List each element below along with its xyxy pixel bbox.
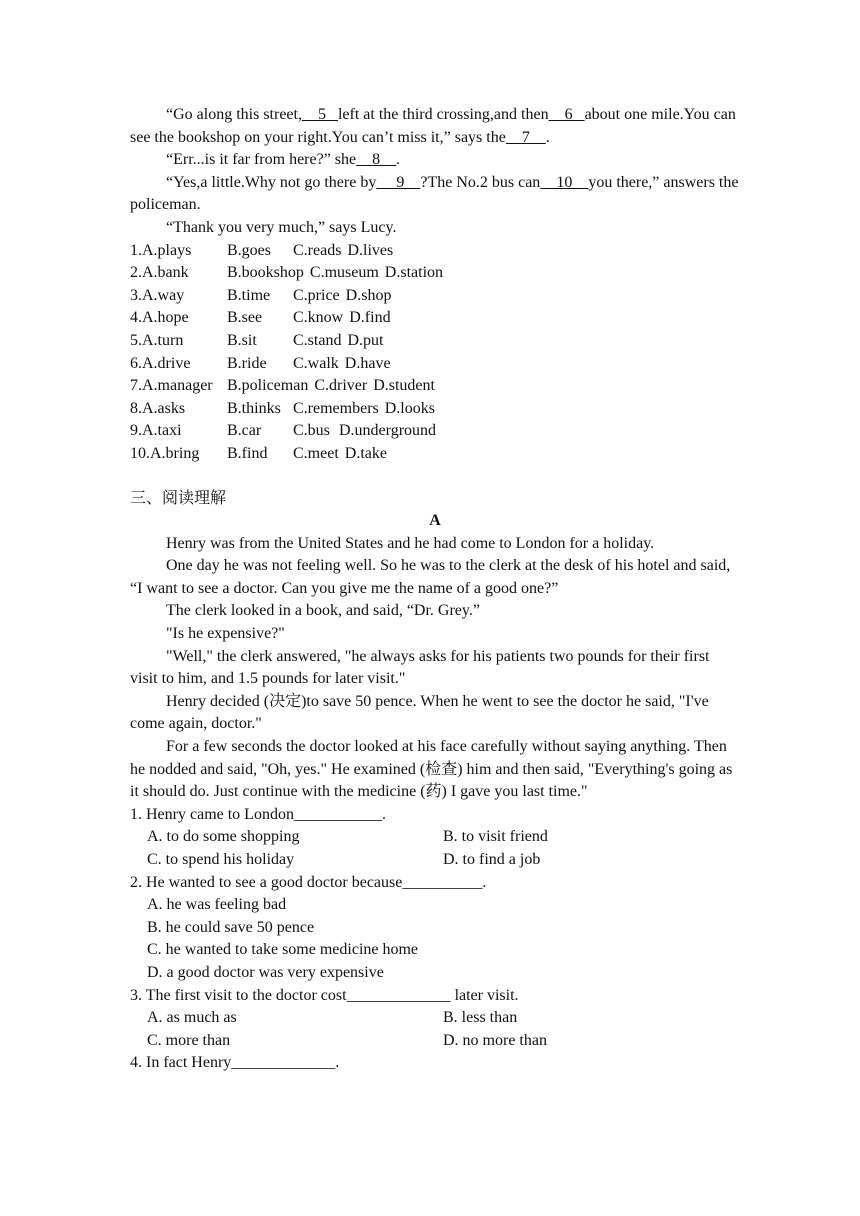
answer-choice[interactable]: C. to spend his holiday bbox=[147, 851, 295, 868]
passage-paragraph: Henry was from the United States and he had come to London for a holiday. bbox=[166, 534, 655, 552]
option-text: C.bus bbox=[293, 422, 330, 440]
blank-8: 8 bbox=[356, 151, 397, 169]
passage-paragraph: For a few seconds the doctor looked at his face carefully without saying anything. Then he nodded and said, "Oh, yes." He examined (检查) him and then said, "Everything's going as it should do. Just continue with the medicine (药) I gave you last time." bbox=[130, 738, 733, 801]
blank-10: 10 bbox=[540, 173, 589, 191]
option-row bbox=[130, 375, 740, 398]
section-title: 三、阅读理解 bbox=[130, 489, 227, 507]
blank-5: 5 bbox=[301, 106, 338, 123]
question-list bbox=[130, 804, 740, 1075]
option-text: 5.A.turn bbox=[130, 331, 184, 349]
answer-choice[interactable]: D. to find a job bbox=[443, 851, 541, 868]
option-text: C.price bbox=[293, 286, 340, 304]
cloze-paragraph-3 bbox=[130, 172, 740, 217]
option-text: D.student bbox=[373, 377, 435, 395]
option-text: C.know bbox=[293, 309, 344, 327]
option-text: 2.A.bank bbox=[130, 264, 189, 282]
option-row bbox=[130, 398, 740, 421]
option-row bbox=[130, 262, 740, 285]
option-text: D.underground bbox=[339, 422, 437, 440]
answer-choice[interactable]: D. no more than bbox=[443, 1031, 547, 1049]
text: about one mile.You can see the bookshop on your right.You can’t miss it,” says the bbox=[130, 106, 736, 146]
cloze-options bbox=[130, 240, 740, 466]
choice-grid bbox=[130, 1007, 740, 1052]
option-text: 3.A.way bbox=[130, 286, 185, 304]
option-text: B.thinks bbox=[227, 399, 281, 417]
text: . bbox=[396, 151, 401, 169]
option-text: B.find bbox=[227, 444, 268, 462]
option-text: D.have bbox=[344, 354, 391, 372]
question-stem: 2. He wanted to see a good doctor because__________. bbox=[130, 873, 487, 891]
passage-paragraph: "Well," the clerk answered, "he always asks for his patients two pounds for their first visit to him, and 1.5 pounds for later visit." bbox=[130, 647, 710, 688]
question-stem: 1. Henry came to London___________. bbox=[130, 805, 386, 823]
cloze-paragraph-1 bbox=[130, 104, 740, 149]
option-text: B.policeman bbox=[227, 377, 309, 395]
text: “Go along this street, bbox=[166, 106, 302, 123]
blank-9: 9 bbox=[376, 173, 421, 191]
option-text: 9.A.taxi bbox=[130, 422, 182, 440]
option-text: C.museum bbox=[309, 264, 379, 282]
document-page bbox=[130, 104, 740, 1075]
answer-choice[interactable]: C. he wanted to take some medicine home bbox=[147, 941, 419, 959]
text: left at the third crossing,and then bbox=[337, 106, 549, 123]
option-row bbox=[130, 443, 740, 466]
text: you there,” answers the policeman. bbox=[130, 173, 739, 214]
option-text: 1.A.plays bbox=[130, 241, 192, 259]
cloze-paragraph-2 bbox=[130, 149, 740, 172]
option-text: C.remembers bbox=[293, 399, 379, 417]
answer-choice[interactable]: B. he could save 50 pence bbox=[147, 918, 315, 936]
text: ?The No.2 bus can bbox=[420, 173, 541, 191]
passage-paragraph: "Is he expensive?" bbox=[166, 625, 285, 643]
text: “Yes,a little.Why not go there by bbox=[166, 173, 377, 191]
question-stem: 4. In fact Henry_____________. bbox=[130, 1054, 340, 1072]
passage-paragraph: One day he was not feeling well. So he was to the clerk at the desk of his hotel and said, “I want to see a doctor. Can you give me the name of a good one?” bbox=[130, 557, 731, 597]
blank-7: 7 bbox=[505, 128, 546, 146]
answer-choice[interactable]: A. to do some shopping bbox=[147, 828, 300, 846]
option-text: 7.A.manager bbox=[130, 377, 213, 395]
option-text: C.reads bbox=[293, 241, 342, 259]
cloze-paragraph-4: “Thank you very much,” says Lucy. bbox=[166, 218, 397, 236]
option-text: C.walk bbox=[293, 354, 339, 372]
option-text: 6.A.drive bbox=[130, 354, 191, 372]
option-text: B.see bbox=[227, 309, 263, 327]
answer-choice[interactable]: C. more than bbox=[147, 1031, 231, 1049]
option-text: D.shop bbox=[345, 286, 392, 304]
option-row bbox=[130, 353, 740, 376]
reading-passage bbox=[130, 533, 740, 804]
option-row bbox=[130, 330, 740, 353]
option-text: C.meet bbox=[293, 444, 339, 462]
option-text: B.ride bbox=[227, 354, 267, 372]
option-text: D.put bbox=[347, 331, 384, 349]
passage-paragraph: Henry decided (决定)to save 50 pence. When he went to see the doctor he said, "I've come again, doctor." bbox=[130, 692, 709, 733]
answer-choice[interactable]: D. a good doctor was very expensive bbox=[147, 963, 384, 981]
option-row bbox=[130, 285, 740, 308]
option-text: 4.A.hope bbox=[130, 309, 189, 327]
passage-paragraph: The clerk looked in a book, and said, “Dr. Grey.” bbox=[166, 602, 480, 620]
choice-grid bbox=[130, 826, 740, 871]
option-text: D.lives bbox=[347, 241, 394, 259]
answer-choice[interactable]: B. to visit friend bbox=[443, 828, 548, 846]
blank-6: 6 bbox=[548, 106, 585, 123]
answer-choice[interactable]: A. as much as bbox=[147, 1009, 237, 1027]
option-text: D.take bbox=[344, 444, 387, 462]
text: “Err...is it far from here?” she bbox=[166, 151, 357, 169]
option-text: B.time bbox=[227, 286, 271, 304]
option-text: B.bookshop bbox=[227, 264, 304, 282]
option-text: 8.A.asks bbox=[130, 399, 186, 417]
option-row bbox=[130, 307, 740, 330]
option-text: D.looks bbox=[384, 399, 435, 417]
option-text: C.stand bbox=[293, 331, 342, 349]
option-text: D.find bbox=[349, 309, 391, 327]
option-row bbox=[130, 420, 740, 443]
option-text: 10.A.bring bbox=[130, 444, 200, 462]
answer-choice[interactable]: B. less than bbox=[443, 1009, 518, 1027]
option-text: C.driver bbox=[314, 377, 368, 395]
option-text: D.station bbox=[384, 264, 444, 282]
option-text: B.sit bbox=[227, 331, 257, 349]
option-row bbox=[130, 240, 740, 263]
passage-label: A bbox=[429, 512, 441, 530]
option-text: B.goes bbox=[227, 241, 271, 259]
answer-choice[interactable]: A. he was feeling bad bbox=[147, 896, 287, 914]
option-text: B.car bbox=[227, 422, 262, 440]
text: . bbox=[545, 128, 550, 146]
question-stem: 3. The first visit to the doctor cost_____________ later visit. bbox=[130, 986, 519, 1004]
